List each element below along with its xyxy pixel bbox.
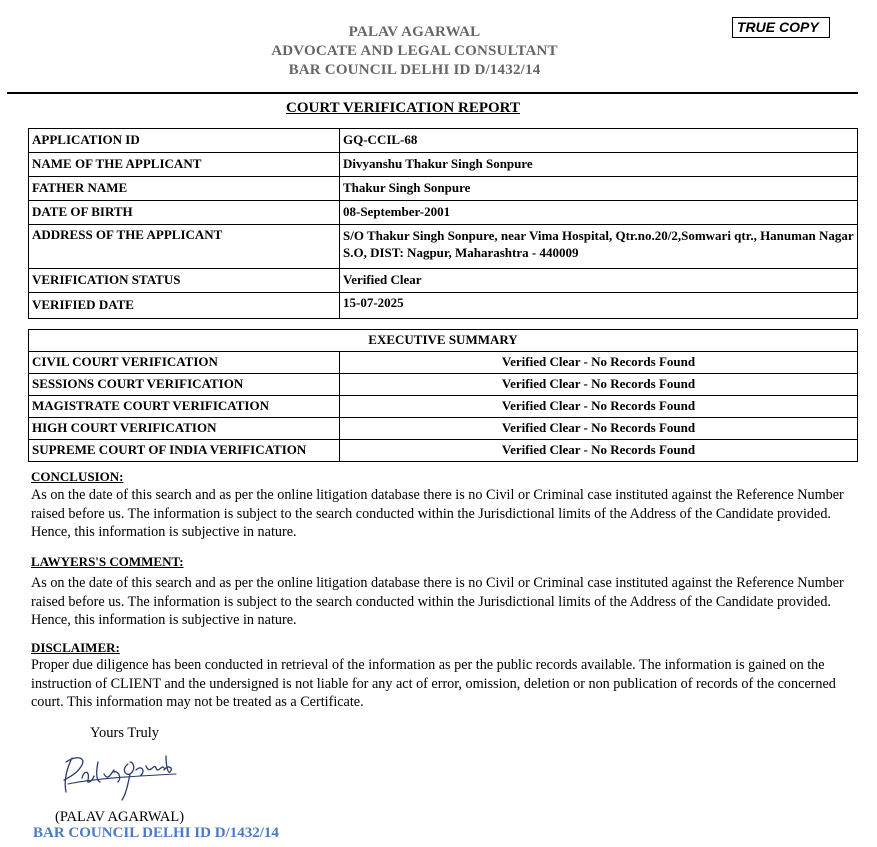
table-row	[29, 352, 858, 374]
detail-label: VERIFICATION STATUS	[29, 269, 340, 293]
table-row	[29, 153, 858, 177]
conclusion-heading: CONCLUSION:	[31, 469, 124, 484]
table-row	[29, 293, 858, 319]
detail-label: APPLICATION ID	[29, 129, 340, 153]
table-row	[29, 418, 858, 440]
applicant-details-table	[28, 128, 858, 319]
summary-value: Verified Clear - No Records Found	[340, 396, 858, 418]
report-title: COURT VERIFICATION REPORT	[286, 100, 520, 116]
summary-value: Verified Clear - No Records Found	[340, 418, 858, 440]
detail-value: Divyanshu Thakur Singh Sonpure	[340, 153, 858, 177]
detail-label: FATHER NAME	[29, 177, 340, 201]
summary-label: MAGISTRATE COURT VERIFICATION	[29, 396, 340, 418]
detail-value: Thakur Singh Sonpure	[340, 177, 858, 201]
signatory-name: (PALAV AGARWAL)	[55, 809, 185, 825]
signatory-bar-id: BAR COUNCIL DELHI ID D/1432/14	[33, 825, 279, 841]
closing-salutation: Yours Truly	[90, 725, 160, 741]
detail-label: DATE OF BIRTH	[29, 201, 340, 225]
detail-value: S/O Thakur Singh Sonpure, near Vima Hospital, Qtr.no.20/2,Somwari qtr., Hanuman Nagar S.O, DIST: Nagpur, Maharashtra - 440009	[340, 225, 858, 269]
advocate-name: PALAV AGARWAL	[348, 24, 481, 40]
table-row	[29, 374, 858, 396]
disclaimer-text: Proper due diligence has been conducted in retrieval of the information as per the public records available. The information is gained on the instruction of CLIENT and the undersigned is not liable for any act of error, omission, deletion or non publication of records of the concerned court. This information may not be treated as a Certificate.	[31, 657, 836, 710]
lawyers-comment-heading: LAWYERS'S COMMENT:	[31, 554, 184, 569]
true-copy-stamp: TRUE COPY	[732, 17, 830, 38]
summary-heading: EXECUTIVE SUMMARY	[29, 330, 858, 352]
table-row	[29, 440, 858, 462]
header-divider	[7, 92, 858, 94]
advocate-bar-id: BAR COUNCIL DELHI ID D/1432/14	[288, 62, 541, 78]
table-row	[29, 269, 858, 293]
disclaimer-heading: DISCLAIMER:	[31, 640, 120, 655]
table-row	[29, 396, 858, 418]
table-row	[29, 330, 858, 352]
summary-label: SUPREME COURT OF INDIA VERIFICATION	[29, 440, 340, 462]
summary-label: HIGH COURT VERIFICATION	[29, 418, 340, 440]
handwritten-signature	[58, 748, 182, 804]
detail-label: NAME OF THE APPLICANT	[29, 153, 340, 177]
detail-value: 15-07-2025	[340, 293, 858, 319]
table-row	[29, 225, 858, 269]
summary-value: Verified Clear - No Records Found	[340, 374, 858, 396]
detail-value: GQ-CCIL-68	[340, 129, 858, 153]
detail-label: ADDRESS OF THE APPLICANT	[29, 225, 340, 269]
table-row	[29, 201, 858, 225]
summary-value: Verified Clear - No Records Found	[340, 352, 858, 374]
detail-value: Verified Clear	[340, 269, 858, 293]
advocate-designation: ADVOCATE AND LEGAL CONSULTANT	[271, 43, 558, 59]
summary-value: Verified Clear - No Records Found	[340, 440, 858, 462]
table-row	[29, 177, 858, 201]
summary-label: SESSIONS COURT VERIFICATION	[29, 374, 340, 396]
lawyers-comment-text: As on the date of this search and as per the online litigation database there is no Civil or Criminal case instituted against the Reference Number raised before us. The information is subject to the search conducted within the Jurisdictional limits of the Address of the Candidate provided. Hence, this information is subjective in nature.	[31, 575, 844, 628]
executive-summary-table	[28, 329, 858, 462]
detail-value: 08-September-2001	[340, 201, 858, 225]
table-row	[29, 129, 858, 153]
detail-label: VERIFIED DATE	[29, 293, 340, 319]
summary-label: CIVIL COURT VERIFICATION	[29, 352, 340, 374]
conclusion-text: As on the date of this search and as per the online litigation database there is no Civil or Criminal case instituted against the Reference Number raised before us. The information is subject to the search conducted within the Jurisdictional limits of the Address of the Candidate provided. Hence, this information is subjective in nature.	[31, 487, 844, 540]
